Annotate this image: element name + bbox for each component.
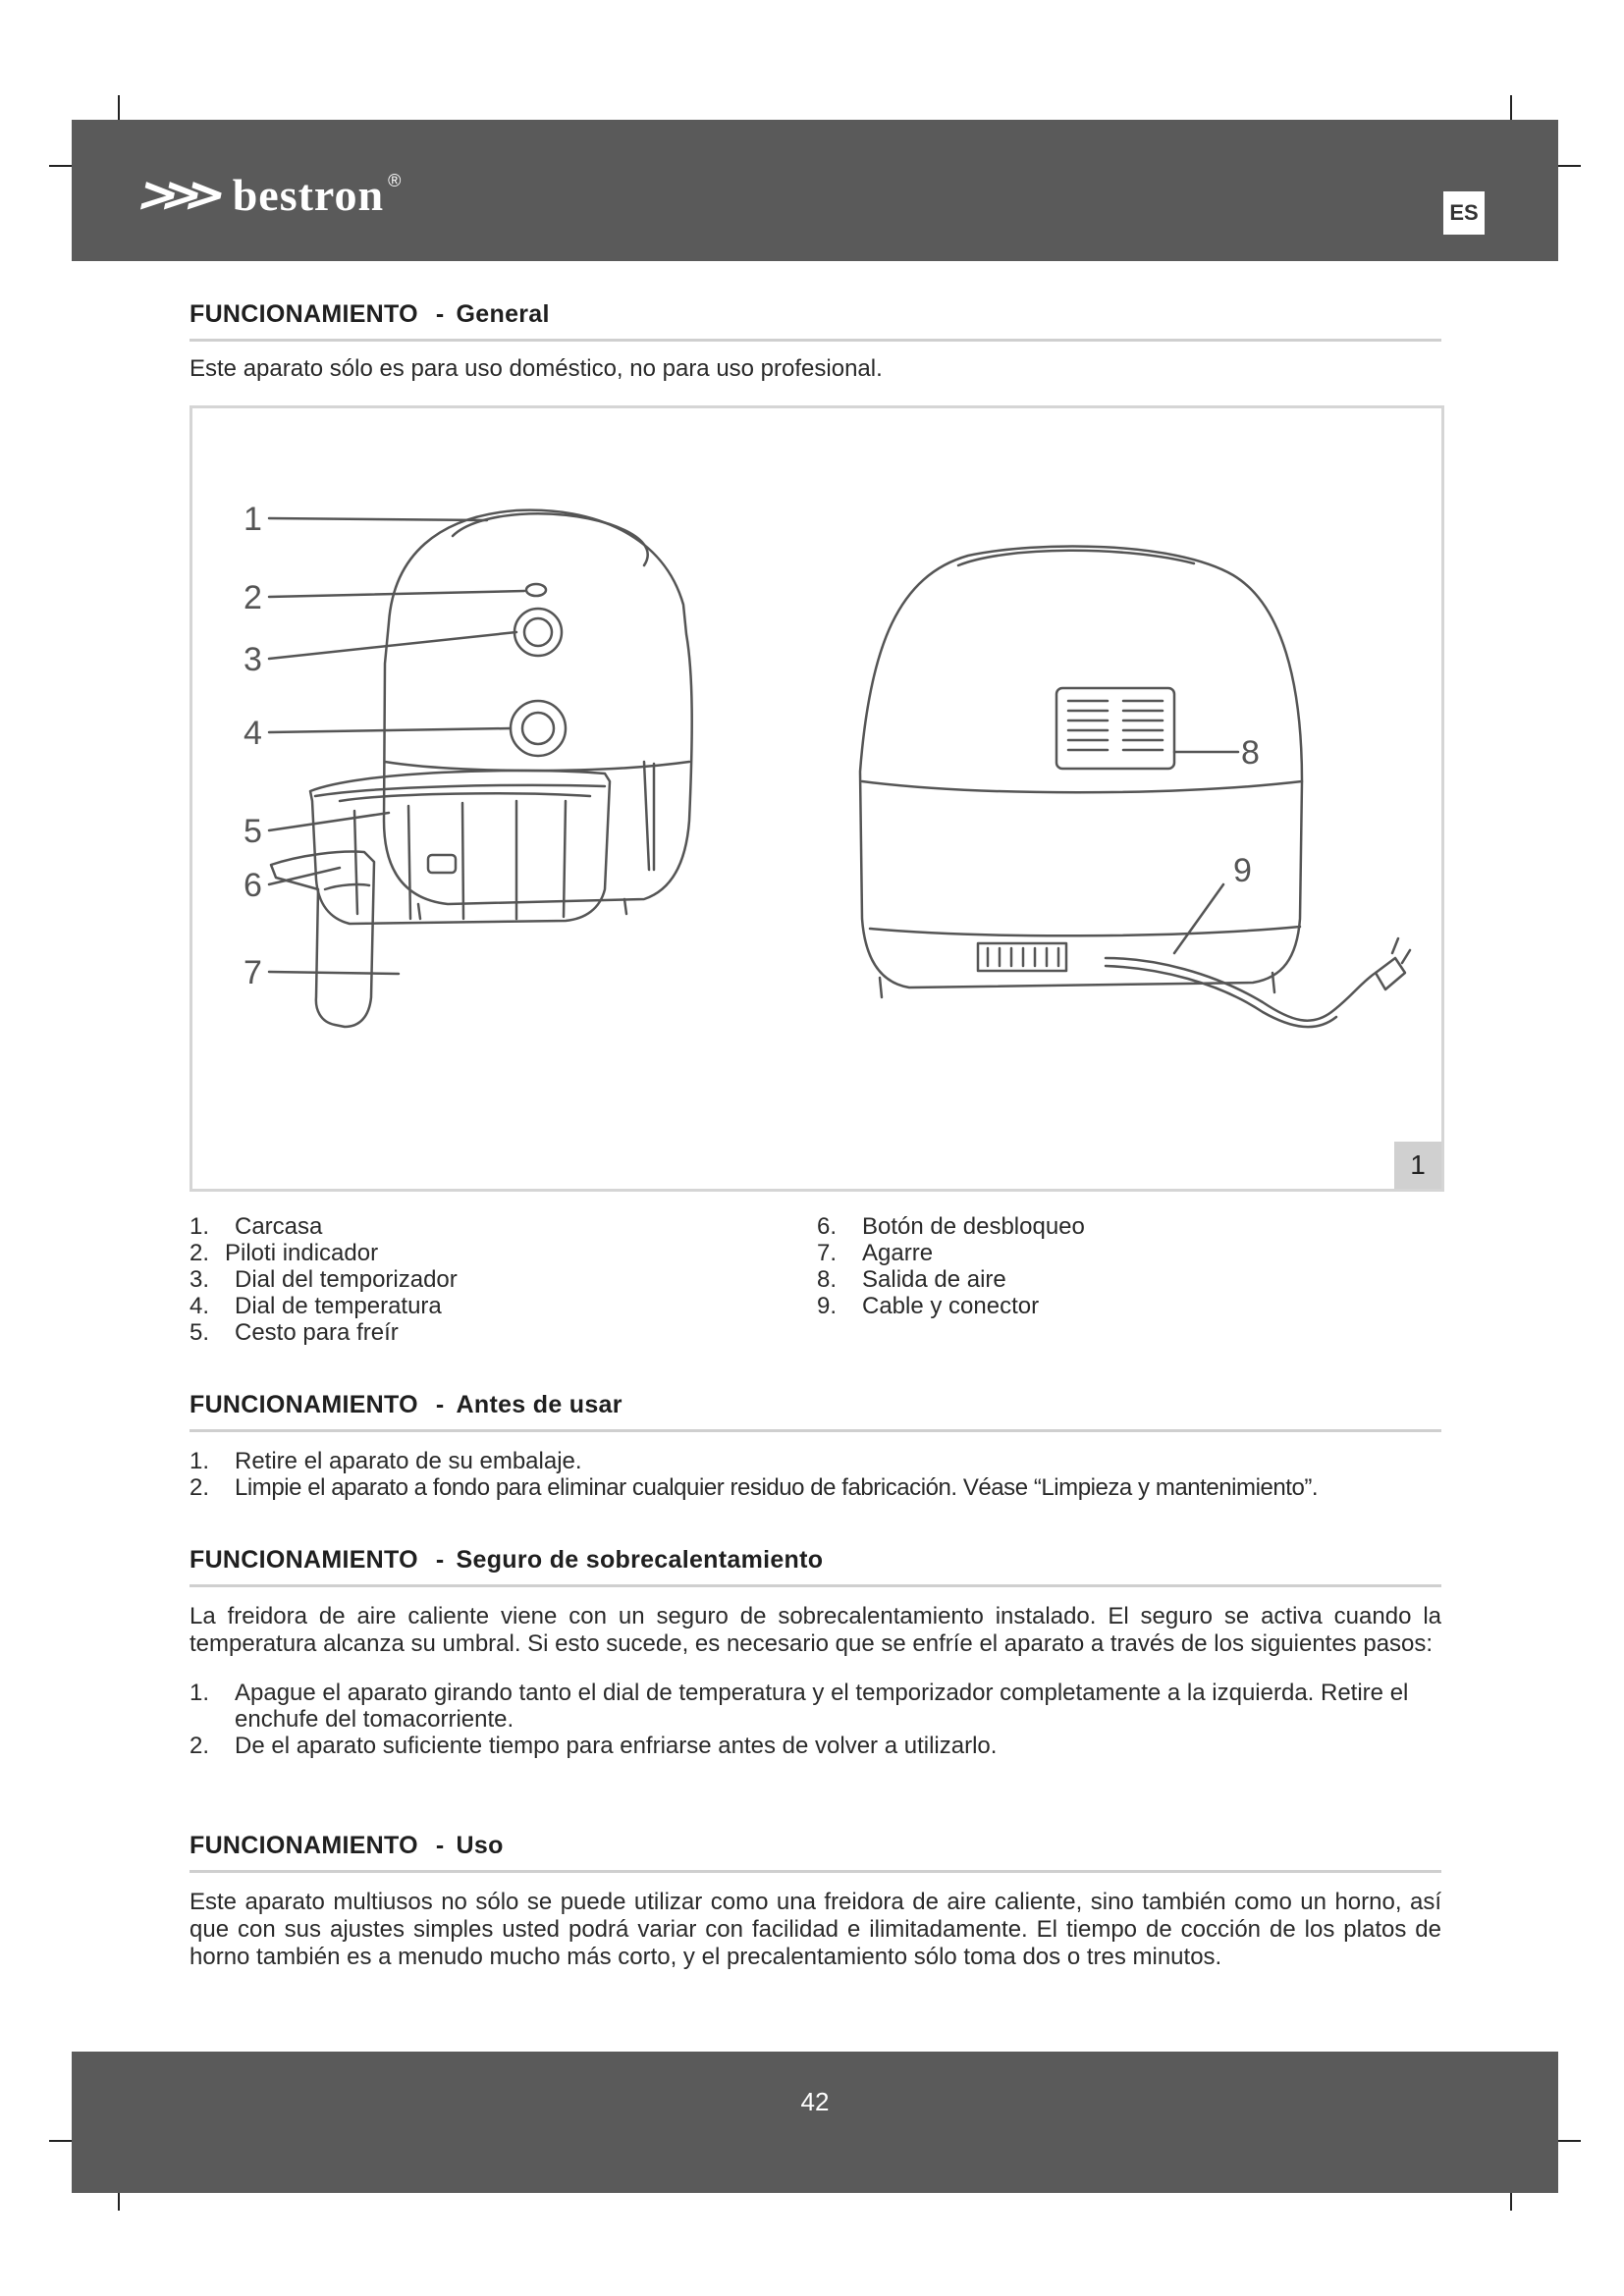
power-cord [1106,958,1376,1021]
section-title: FUNCIONAMIENTO - Seguro de sobrecalentamiento [189,1546,1441,1587]
list-item: 7. Agarre [817,1240,934,1266]
section-general [189,300,1441,383]
basket-handle [271,852,374,1027]
overheat-steps-list [189,1680,1441,1759]
section-text: Este aparato multiusos no sólo se puede utilizar como una freidora de aire caliente, sino también como un horno, así que con sus ajustes simples usted podrá variar con facilidad e ilimitadamente. El tiempo de cocción de los platos de horno también es a menudo mucho más corto, y el precalentamiento sólo toma dos o tres minutos. [189,1889,1441,1970]
list-item: 1. Apague el aparato girando tanto el dial de temperatura y el temporizador completamente a la izquierda. Retire el enchufe del tomacorriente. [189,1680,1409,1733]
brand-chevron-icon: >>> [132,166,215,223]
fryer-back-body [860,546,1302,988]
callout-9: 9 [1233,852,1252,889]
indicator-light-icon [526,584,546,596]
section-subtitle: Uso [456,1832,504,1859]
fryer-back-band [862,781,1302,792]
list-item: 9. Cable y conector [817,1293,1040,1319]
timer-dial-icon [514,609,562,656]
parts-list-right [817,1213,1085,1319]
callout-8: 8 [1241,734,1260,772]
callout-5: 5 [244,813,262,850]
list-item: 1. Retire el aparato de su embalaje. [189,1448,582,1474]
list-item: 8. Salida de aire [817,1266,1006,1293]
fryer-back-base [870,927,1300,935]
plug-icon [1376,938,1410,989]
parts-list-left [189,1213,458,1346]
list-item: 2. Limpie el aparato a fondo para eliminar cualquier residuo de fabricación. Véase “Limpieza y mantenimiento”. [189,1474,1319,1501]
figure-number: 1 [1394,1142,1441,1189]
section-use [189,1832,1441,1971]
fryer-front-body [384,510,692,904]
language-badge: ES [1443,191,1485,235]
list-item: 4. Dial de temperatura [189,1293,442,1319]
section-subtitle: Seguro de sobrecalentamiento [456,1546,824,1574]
section-title-main: FUNCIONAMIENTO [189,1832,418,1859]
list-item: 2. Piloti indicador [189,1240,379,1266]
brand-name: bestron [232,169,385,220]
figure-1 [189,405,1444,1192]
callout-2: 2 [244,579,262,616]
page-number: 42 [800,2087,830,2116]
section-text: La freidora de aire caliente viene con un seguro de sobrecalentamiento instalado. El seguro se activa cuando la temperatura alcanza su umbral. Si esto sucede, es necesario que se enfríe el aparato a través de los siguientes pasos: [189,1603,1441,1657]
section-subtitle: General [456,300,550,328]
list-item: 1. Carcasa [189,1213,323,1240]
section-title: FUNCIONAMIENTO - Uso [189,1832,1441,1873]
callout-6: 6 [244,867,262,904]
header-bar [72,120,1558,261]
before-use-list [189,1448,1441,1501]
section-overheat [189,1546,1441,1759]
list-item: 3. Dial del temporizador [189,1266,458,1293]
section-before-use [189,1391,1441,1501]
temperature-dial-icon [511,701,566,756]
section-text: Este aparato sólo es para uso doméstico, no para uso profesional. [189,355,883,382]
list-item: 2. De el aparato suficiente tiempo para enfriarse antes de volver a utilizarlo. [189,1733,998,1759]
section-subtitle: Antes de usar [456,1391,623,1418]
callout-4: 4 [244,715,262,752]
registered-mark: ® [388,170,402,190]
brand-logo [132,165,402,224]
air-fryer-illustration [192,408,1435,1183]
section-title-main: FUNCIONAMIENTO [189,1546,418,1574]
list-item: 6. Botón de desbloqueo [817,1213,1085,1240]
callout-1: 1 [244,501,262,538]
fryer-front-drawer-opening [644,762,654,870]
release-button-icon [428,855,456,873]
callout-7: 7 [244,954,262,991]
section-title-main: FUNCIONAMIENTO [189,1391,418,1418]
section-title: FUNCIONAMIENTO - General [189,300,1441,342]
section-title: FUNCIONAMIENTO - Antes de usar [189,1391,1441,1432]
list-item: 5. Cesto para freír [189,1319,399,1346]
footer-bar [72,2052,1558,2193]
callout-3: 3 [244,641,262,678]
section-title-main: FUNCIONAMIENTO [189,300,418,328]
